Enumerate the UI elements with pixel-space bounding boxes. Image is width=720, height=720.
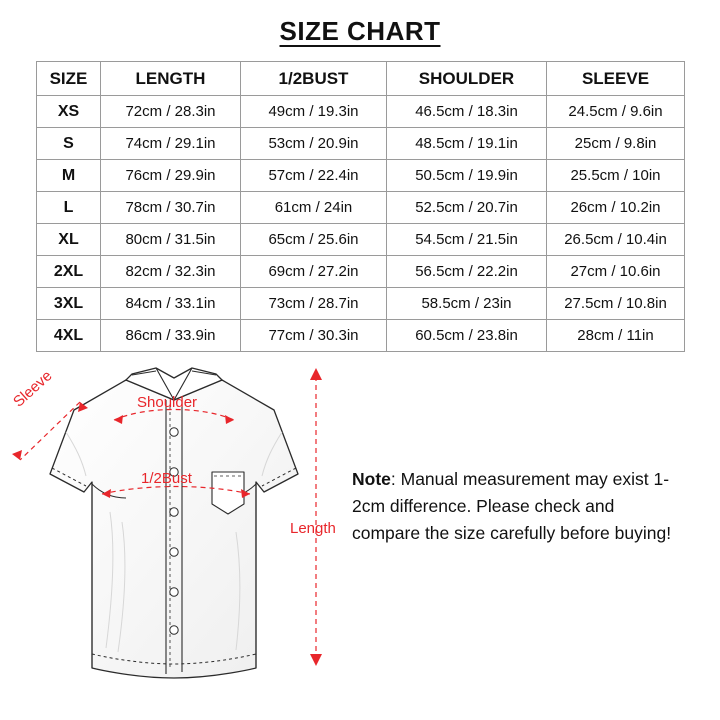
label-bust: 1/2Bust xyxy=(141,470,192,487)
column-header-sleeve: SLEEVE xyxy=(547,62,685,96)
cell-shoulder: 58.5cm / 23in xyxy=(387,288,547,320)
size-table-wrapper xyxy=(36,61,684,352)
cell-length: 86cm / 33.9in xyxy=(101,320,241,352)
label-length: Length xyxy=(290,520,336,537)
cell-shoulder: 54.5cm / 21.5in xyxy=(387,224,547,256)
cell-shoulder: 46.5cm / 18.3in xyxy=(387,96,547,128)
note-block xyxy=(352,466,682,547)
note-text: : Manual measurement may exist 1-2cm difference. Please check and compare the size carefully before buying! xyxy=(352,469,672,544)
cell-size: XL xyxy=(37,224,101,256)
cell-bust: 49cm / 19.3in xyxy=(241,96,387,128)
cell-size: M xyxy=(37,160,101,192)
cell-size: XS xyxy=(37,96,101,128)
table-row xyxy=(37,192,685,224)
cell-length: 78cm / 30.7in xyxy=(101,192,241,224)
cell-sleeve: 27cm / 10.6in xyxy=(547,256,685,288)
cell-bust: 53cm / 20.9in xyxy=(241,128,387,160)
column-header-length: LENGTH xyxy=(101,62,241,96)
cell-length: 74cm / 29.1in xyxy=(101,128,241,160)
cell-sleeve: 26.5cm / 10.4in xyxy=(547,224,685,256)
cell-shoulder: 50.5cm / 19.9in xyxy=(387,160,547,192)
note-prefix: Note xyxy=(352,469,391,489)
cell-bust: 65cm / 25.6in xyxy=(241,224,387,256)
cell-length: 76cm / 29.9in xyxy=(101,160,241,192)
cell-size: S xyxy=(37,128,101,160)
cell-sleeve: 25cm / 9.8in xyxy=(547,128,685,160)
cell-sleeve: 28cm / 11in xyxy=(547,320,685,352)
table-row xyxy=(37,160,685,192)
cell-length: 72cm / 28.3in xyxy=(101,96,241,128)
table-row xyxy=(37,128,685,160)
cell-bust: 73cm / 28.7in xyxy=(241,288,387,320)
cell-sleeve: 27.5cm / 10.8in xyxy=(547,288,685,320)
cell-bust: 57cm / 22.4in xyxy=(241,160,387,192)
cell-sleeve: 24.5cm / 9.6in xyxy=(547,96,685,128)
table-row xyxy=(37,288,685,320)
cell-sleeve: 25.5cm / 10in xyxy=(547,160,685,192)
cell-size: 3XL xyxy=(37,288,101,320)
table-row xyxy=(37,320,685,352)
cell-size: L xyxy=(37,192,101,224)
column-header-bust: 1/2BUST xyxy=(241,62,387,96)
cell-size: 2XL xyxy=(37,256,101,288)
cell-size: 4XL xyxy=(37,320,101,352)
column-header-shoulder: SHOULDER xyxy=(387,62,547,96)
page-title: SIZE CHART xyxy=(279,16,441,46)
cell-shoulder: 48.5cm / 19.1in xyxy=(387,128,547,160)
table-row xyxy=(37,96,685,128)
size-table xyxy=(36,61,685,352)
table-row xyxy=(37,256,685,288)
diagram-section xyxy=(0,362,720,712)
cell-sleeve: 26cm / 10.2in xyxy=(547,192,685,224)
cell-bust: 77cm / 30.3in xyxy=(241,320,387,352)
column-header-size: SIZE xyxy=(37,62,101,96)
cell-bust: 61cm / 24in xyxy=(241,192,387,224)
cell-bust: 69cm / 27.2in xyxy=(241,256,387,288)
label-sleeve: Sleeve xyxy=(10,367,56,411)
shirt-diagram xyxy=(6,362,342,710)
cell-length: 80cm / 31.5in xyxy=(101,224,241,256)
shirt-body xyxy=(50,368,298,678)
cell-length: 84cm / 33.1in xyxy=(101,288,241,320)
cell-length: 82cm / 32.3in xyxy=(101,256,241,288)
cell-shoulder: 56.5cm / 22.2in xyxy=(387,256,547,288)
cell-shoulder: 60.5cm / 23.8in xyxy=(387,320,547,352)
label-shoulder: Shoulder xyxy=(137,394,198,411)
table-row xyxy=(37,224,685,256)
table-header-row xyxy=(37,62,685,96)
cell-shoulder: 52.5cm / 20.7in xyxy=(387,192,547,224)
